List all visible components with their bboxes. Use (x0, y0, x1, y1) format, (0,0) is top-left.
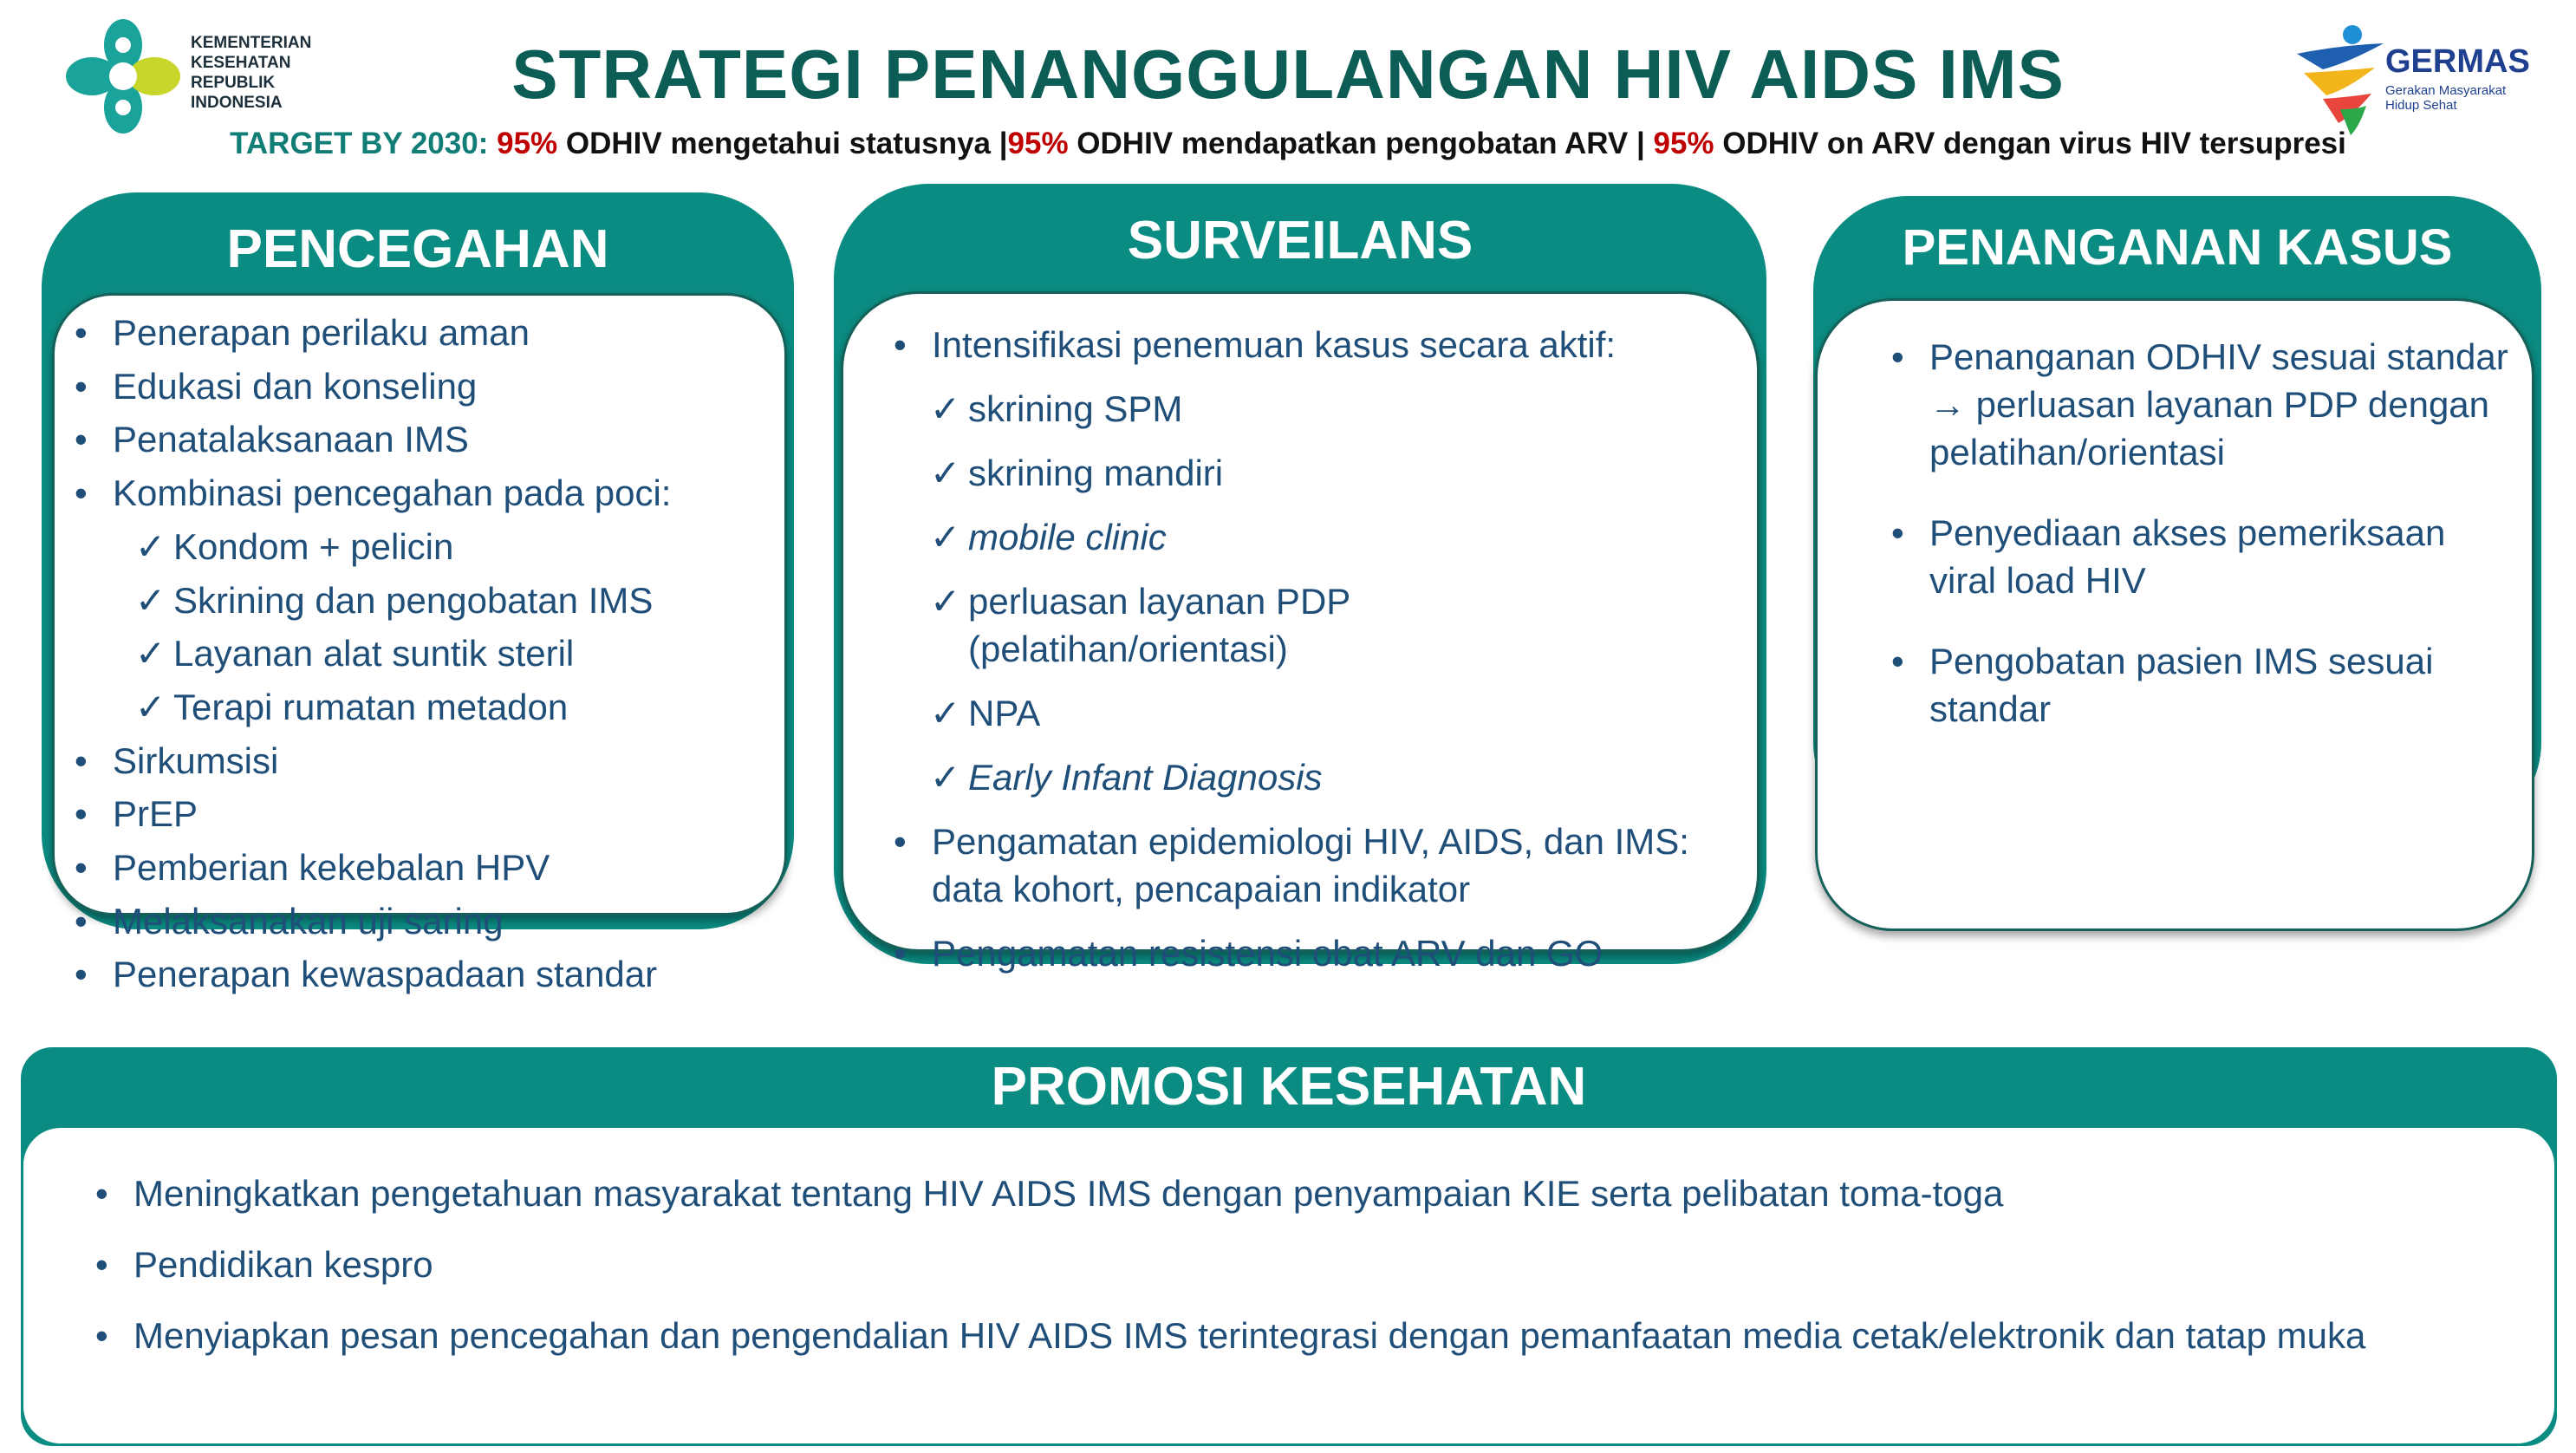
surveilans-list (932, 321, 1729, 994)
list-item: • Penanganan ODHIV sesuai standar → perluasan layanan PDP dengan pelatihan/orientasi (1929, 333, 2510, 476)
list-item: • Pengobatan pasien IMS sesuai standar (1929, 637, 2510, 733)
page-title: STRATEGI PENANGGULANGAN HIV AIDS IMS (511, 36, 2065, 113)
list-item: • Sirkumsisi (113, 734, 671, 788)
check-item: ✓ skrining mandiri (968, 449, 1729, 497)
promosi-kesehatan-title: PROMOSI KESEHATAN (991, 1057, 1587, 1117)
check-item: ✓ perluasan layanan PDP (pelatihan/orientasi) (968, 577, 1419, 673)
target-text: ODHIV on ARV dengan virus HIV tersupresi (1714, 127, 2346, 160)
check-item: ✓ Kondom + pelicin (173, 520, 671, 574)
list-item: • Pendidikan kespro (133, 1229, 2508, 1300)
list-item: • Penyediaan akses pemeriksaan viral load HIV (1929, 509, 2510, 604)
check-item: ✓ Early Infant Diagnosis (968, 753, 1729, 801)
germas-logo-subtitle: Gerakan Masyarakat Hidup Sehat (2385, 83, 2507, 113)
logo-line: KESEHATAN (191, 54, 291, 72)
list-item: • Pengamatan epidemiologi HIV, AIDS, dan IMS: data kohort, pencapaian indikator (932, 818, 1712, 913)
list-item: • Menyiapkan pesan pencegahan dan pengendalian HIV AIDS IMS terintegrasi dengan pemanfaatan media cetak/elektronik dan tatap muka (133, 1300, 2508, 1372)
target-label: TARGET BY 2030: (230, 127, 489, 160)
logo-line: INDONESIA (191, 94, 283, 112)
list-item: • Edukasi dan konseling (113, 360, 671, 414)
list-item: • Intensifikasi penemuan kasus secara aktif: (932, 321, 1729, 368)
target-percent: 95% (1653, 127, 1714, 160)
penanganan-kasus-list (1929, 333, 2510, 766)
target-text: ODHIV mengetahui statusnya | (557, 127, 1008, 160)
list-item: • Penatalaksanaan IMS (113, 413, 671, 466)
target-line (0, 127, 2576, 161)
list-item: • Kombinasi pencegahan pada poci: (113, 466, 671, 520)
pencegahan-title: PENCEGAHAN (226, 219, 609, 279)
penanganan-kasus-title: PENANGANAN KASUS (1902, 219, 2453, 276)
logo-line: KEMENTERIAN (191, 34, 312, 52)
check-item: ✓ Skrining dan pengobatan IMS (173, 574, 671, 628)
target-percent: 95% (497, 127, 558, 160)
pencegahan-list (113, 306, 671, 1001)
check-item: ✓ skrining SPM (968, 385, 1729, 433)
target-text: ODHIV mendapatkan pengobatan ARV | (1068, 127, 1654, 160)
list-item: • Melaksanakan uji saring (113, 895, 671, 948)
logo-line: REPUBLIK (191, 74, 276, 92)
check-item: ✓ Layanan alat suntik steril (173, 627, 671, 681)
promosi-kesehatan-list (133, 1158, 2508, 1372)
list-item: • Meningkatkan pengetahuan masyarakat tentang HIV AIDS IMS dengan penyampaian KIE serta pelibatan toma-toga (133, 1158, 2508, 1229)
surveilans-title: SURVEILANS (1127, 211, 1473, 270)
germas-logo-word: GERMAS (2385, 43, 2530, 80)
check-item: ✓ NPA (968, 689, 1729, 737)
list-item: • Pemberian kekebalan HPV (113, 841, 671, 895)
list-item: • Penerapan kewaspadaan standar (113, 948, 671, 1001)
target-percent: 95% (1007, 127, 1069, 160)
list-item: • Penerapan perilaku aman (113, 306, 671, 360)
check-item: ✓ Terapi rumatan metadon (173, 681, 671, 734)
list-item: • Pengamatan resistensi obat ARV dan GO (932, 929, 1729, 977)
germas-logo (2288, 19, 2548, 140)
check-item: ✓ mobile clinic (968, 513, 1729, 561)
list-item: • PrEP (113, 787, 671, 841)
germas-logo-icon (2288, 19, 2392, 140)
